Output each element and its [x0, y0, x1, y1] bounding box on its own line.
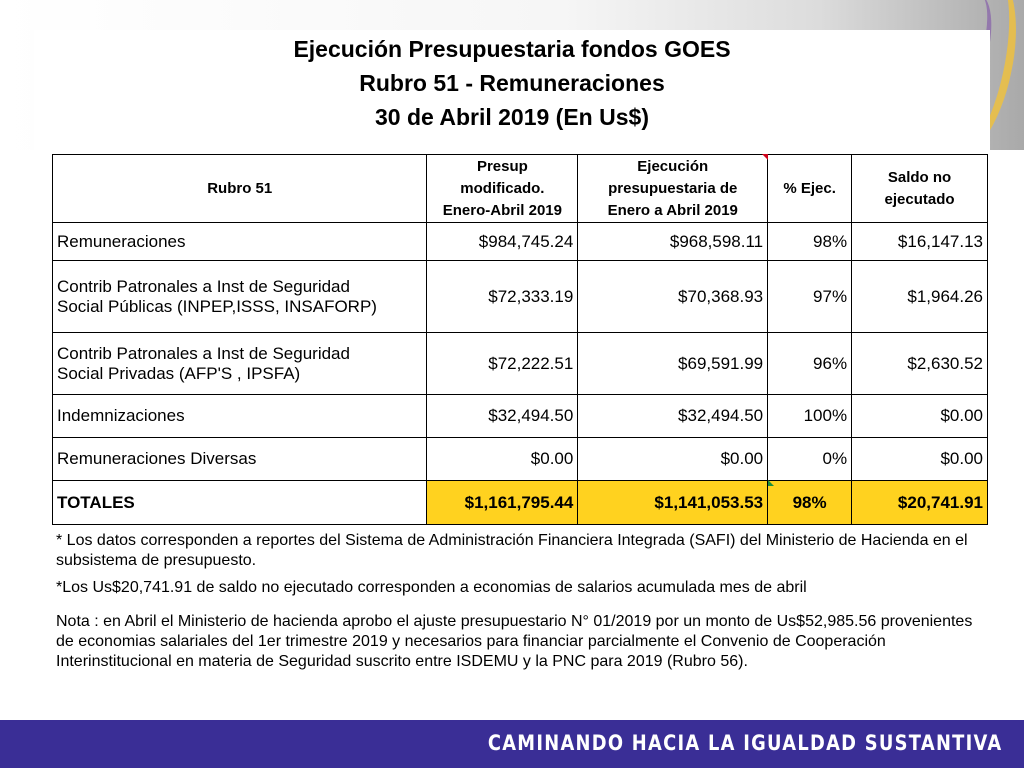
total-saldo: $20,741.91 — [852, 481, 988, 525]
table-row — [53, 223, 988, 261]
table-row — [53, 333, 988, 395]
cell-saldo: $0.00 — [852, 395, 988, 438]
footer-bar — [0, 720, 1024, 768]
row-label: Contrib Patronales a Inst de Seguridad Social Públicas (INPEP,ISSS, INSAFORP) — [53, 261, 427, 333]
cell-saldo: $16,147.13 — [852, 223, 988, 261]
table-row — [53, 438, 988, 481]
cell-saldo: $1,964.26 — [852, 261, 988, 333]
cell-presup: $72,333.19 — [427, 261, 578, 333]
total-ejecucion: $1,141,053.53 — [578, 481, 768, 525]
comment-marker-red — [762, 154, 768, 160]
cell-pct: 97% — [768, 261, 852, 333]
comment-marker-green — [768, 480, 774, 486]
row-label: Remuneraciones Diversas — [53, 438, 427, 481]
title-line-3: 30 de Abril 2019 (En Us$) — [375, 104, 649, 130]
col-header-ejecucion: Ejecución presupuestaria de Enero a Abril 2019 — [578, 155, 768, 223]
title-line-2: Rubro 51 - Remuneraciones — [359, 70, 665, 96]
col-header-saldo: Saldo no ejecutado — [852, 155, 988, 223]
cell-ejecucion: $69,591.99 — [578, 333, 768, 395]
cell-pct: 0% — [768, 438, 852, 481]
col-header-presup: Presup modificado. Enero-Abril 2019 — [427, 155, 578, 223]
row-label: Indemnizaciones — [53, 395, 427, 438]
table-header-row — [53, 155, 988, 223]
cell-presup: $72,222.51 — [427, 333, 578, 395]
cell-ejecucion: $968,598.11 — [578, 223, 768, 261]
col-header-pct: % Ejec. — [768, 155, 852, 223]
table-row — [53, 395, 988, 438]
table-row — [53, 261, 988, 333]
cell-presup: $0.00 — [427, 438, 578, 481]
row-label: Contrib Patronales a Inst de Seguridad Social Privadas (AFP'S , IPSFA) — [53, 333, 427, 395]
row-label: Remuneraciones — [53, 223, 427, 261]
cell-pct: 100% — [768, 395, 852, 438]
budget-table — [52, 154, 988, 525]
cell-presup: $32,494.50 — [427, 395, 578, 438]
cell-ejecucion: $32,494.50 — [578, 395, 768, 438]
cell-saldo: $2,630.52 — [852, 333, 988, 395]
cell-presup: $984,745.24 — [427, 223, 578, 261]
cell-ejecucion: $0.00 — [578, 438, 768, 481]
note-source: * Los datos corresponden a reportes del Sistema de Administración Financiera Integrada (SAFI) del Ministerio de Hacienda en el subsistema de presupuesto. — [56, 532, 968, 569]
col-header-rubro: Rubro 51 — [53, 155, 427, 223]
cell-pct: 96% — [768, 333, 852, 395]
cell-pct: 98% — [768, 223, 852, 261]
note-ajuste: Nota : en Abril el Ministerio de hacienda aprobo el ajuste presupuestario N° 01/2019 por un monto de Us$52,985.56 provenientes de economias salariales del 1er trimestre 2019 y necesarios para financiar parcialmente el Convenio de Cooperación Interinstitucional en materia de Seguridad suscrito entre ISDEMU y la PNC para 2019 (Rubro 56). — [56, 613, 973, 670]
total-presup: $1,161,795.44 — [427, 481, 578, 525]
footer-slogan: CAMINANDO HACIA LA IGUALDAD SUSTANTIVA — [487, 731, 1002, 755]
title-line-1: Ejecución Presupuestaria fondos GOES — [293, 36, 731, 62]
cell-ejecucion: $70,368.93 — [578, 261, 768, 333]
note-saldo: *Los Us$20,741.91 de saldo no ejecutado corresponden a economias de salarios acumulada mes de abril — [56, 579, 807, 596]
total-pct: 98% — [768, 481, 852, 525]
cell-saldo: $0.00 — [852, 438, 988, 481]
table-total-row — [53, 481, 988, 525]
total-label: TOTALES — [53, 481, 427, 525]
